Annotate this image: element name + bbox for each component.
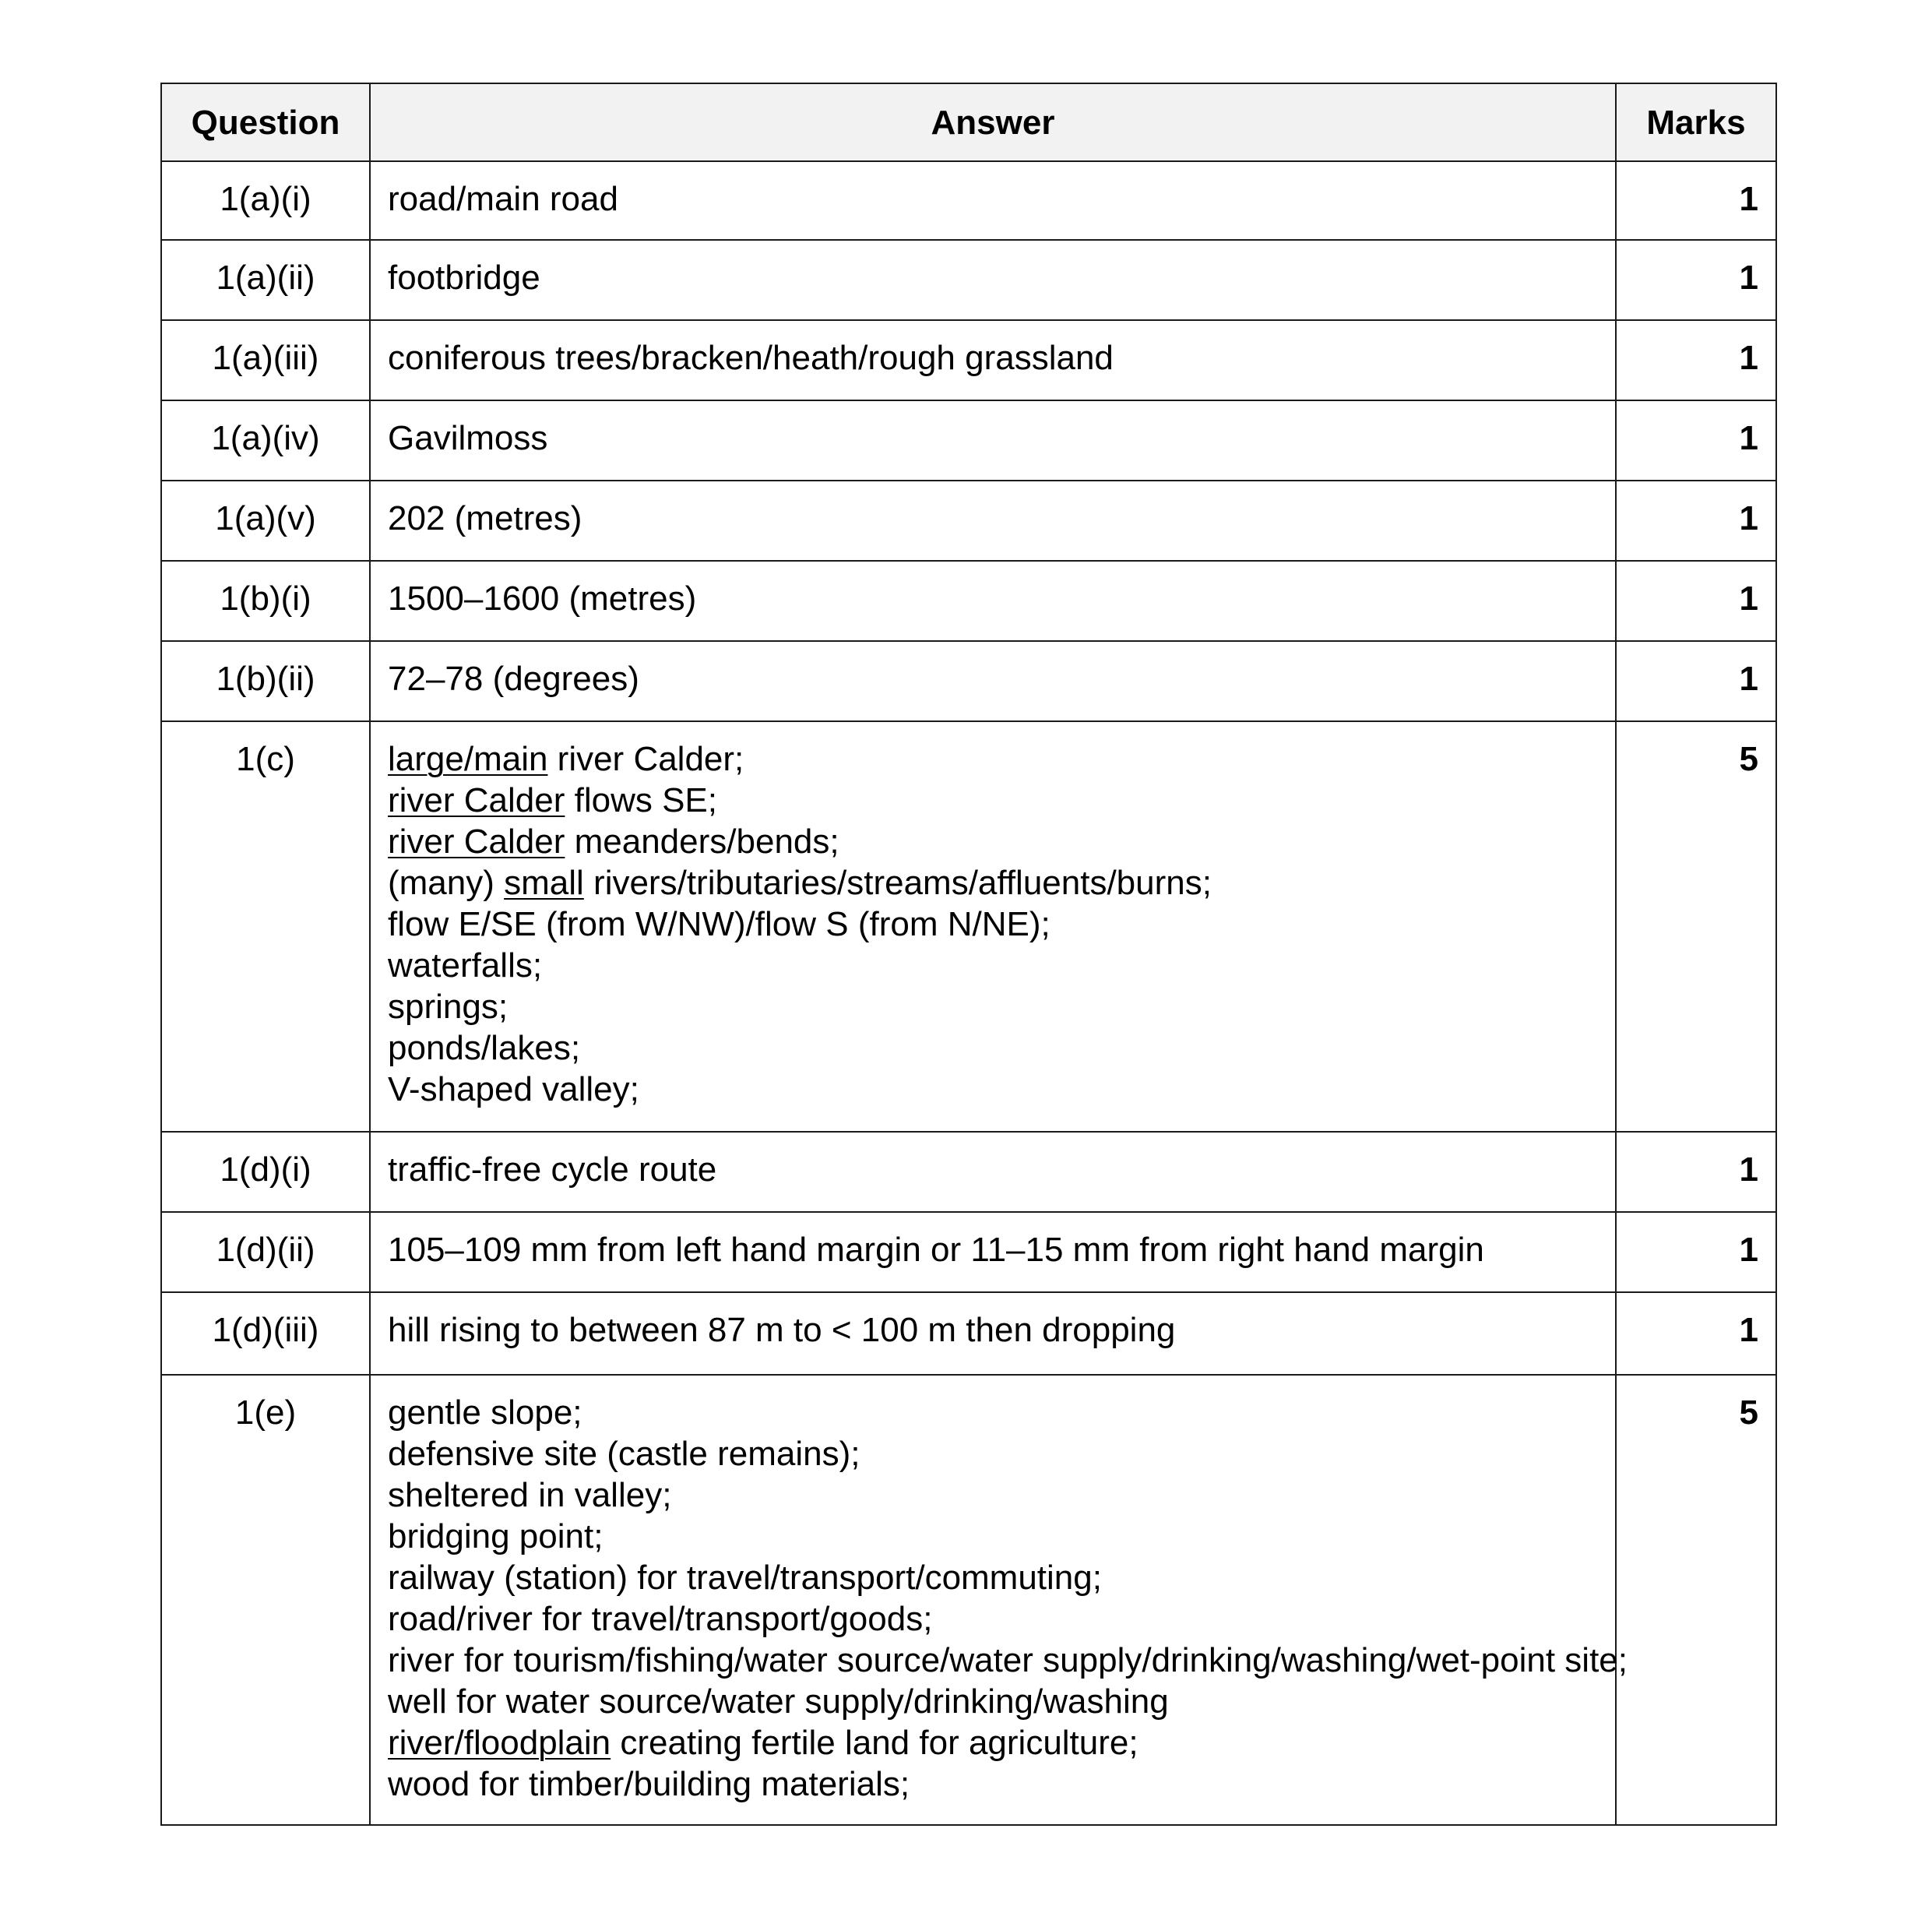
answer-cell (370, 1132, 1616, 1212)
answer-line (388, 945, 1599, 986)
answer-cell (370, 1212, 1616, 1292)
answer-cell (370, 721, 1616, 1132)
answer-cell (370, 240, 1616, 320)
answer-text: meanders/bends; (565, 823, 839, 861)
answer-line (388, 862, 1599, 904)
table-row (161, 161, 1776, 240)
answer-text: waterfalls; (388, 946, 543, 985)
table-body (161, 161, 1776, 1825)
answer-line (388, 1516, 1599, 1557)
answer-text: V-shaped valley; (388, 1070, 639, 1108)
table-row (161, 400, 1776, 481)
answer-text: road/main road (388, 180, 618, 218)
question-cell: 1(b)(i) (161, 561, 370, 641)
underlined-text: small (504, 864, 584, 902)
answer-text: flows SE; (565, 781, 718, 819)
marks-cell: 5 (1616, 721, 1776, 1132)
question-cell: 1(c) (161, 721, 370, 1132)
answer-line (388, 658, 1599, 699)
table-row (161, 1375, 1776, 1825)
question-cell: 1(d)(i) (161, 1132, 370, 1212)
answer-text: ponds/lakes; (388, 1029, 581, 1067)
marks-cell: 1 (1616, 481, 1776, 561)
answer-text: traffic-free cycle route (388, 1150, 717, 1189)
answer-text: 202 (metres) (388, 499, 582, 537)
question-cell: 1(d)(ii) (161, 1212, 370, 1292)
answer-line (388, 337, 1599, 379)
answer-text: wood for timber/building materials; (388, 1765, 910, 1803)
answer-line (388, 1149, 1599, 1190)
answer-line (388, 1722, 1599, 1763)
question-cell: 1(e) (161, 1375, 370, 1825)
answer-text: springs; (388, 988, 509, 1026)
answer-line (388, 738, 1599, 780)
answer-text: defensive site (castle remains); (388, 1435, 860, 1473)
answer-text: footbridge (388, 259, 540, 297)
answer-text: 1500–1600 (metres) (388, 580, 697, 618)
table-row (161, 721, 1776, 1132)
table-row (161, 481, 1776, 561)
answer-line (388, 1474, 1599, 1516)
question-cell: 1(a)(v) (161, 481, 370, 561)
marks-cell: 1 (1616, 161, 1776, 240)
marks-cell: 1 (1616, 240, 1776, 320)
underlined-text: river Calder (388, 781, 565, 819)
table-row (161, 641, 1776, 721)
answer-line (388, 1598, 1599, 1640)
table-row (161, 1132, 1776, 1212)
answer-line (388, 821, 1599, 862)
answer-line (388, 1309, 1599, 1351)
question-cell: 1(a)(ii) (161, 240, 370, 320)
table-header (161, 83, 1776, 161)
answer-text: bridging point; (388, 1517, 604, 1555)
answer-line (388, 257, 1599, 298)
answer-text: rivers/tributaries/streams/affluents/burns; (583, 864, 1212, 902)
answer-text: Gavilmoss (388, 419, 548, 457)
answer-cell (370, 161, 1616, 240)
answer-text: (many) (388, 864, 505, 902)
underlined-text: large/main (388, 740, 548, 778)
answer-line (388, 1681, 1599, 1722)
question-cell: 1(d)(iii) (161, 1292, 370, 1375)
answer-text: hill rising to between 87 m to < 100 m then dropping (388, 1311, 1176, 1349)
answer-cell (370, 1292, 1616, 1375)
answer-text: flow E/SE (from W/NW)/flow S (from N/NE); (388, 905, 1050, 943)
marks-cell: 1 (1616, 1292, 1776, 1375)
answer-cell (370, 481, 1616, 561)
answer-line (388, 1557, 1599, 1598)
answer-text: 105–109 mm from left hand margin or 11–15 mm from right hand margin (388, 1231, 1484, 1269)
mark-scheme-table (160, 83, 1777, 1826)
answer-line (388, 1763, 1599, 1805)
header-marks: Marks (1616, 83, 1776, 161)
marks-cell: 1 (1616, 561, 1776, 641)
marks-cell: 1 (1616, 400, 1776, 481)
answer-line (388, 1433, 1599, 1474)
marks-cell: 1 (1616, 1132, 1776, 1212)
answer-cell (370, 641, 1616, 721)
marks-cell: 1 (1616, 1212, 1776, 1292)
answer-line (388, 1640, 1628, 1681)
answer-line (388, 498, 1599, 539)
answer-line (388, 578, 1599, 619)
underlined-text: river Calder (388, 823, 565, 861)
answer-text: well for water source/water supply/drinking/washing (388, 1682, 1169, 1721)
answer-cell (370, 320, 1616, 400)
answer-text: creating fertile land for agriculture; (611, 1724, 1138, 1762)
question-cell: 1(a)(iv) (161, 400, 370, 481)
header-row (161, 83, 1776, 161)
table-row (161, 320, 1776, 400)
answer-cell (370, 1375, 1628, 1825)
marks-cell: 5 (1616, 1375, 1776, 1825)
answer-line (388, 780, 1599, 821)
table-row (161, 1212, 1776, 1292)
answer-text: river Calder; (547, 740, 744, 778)
marks-cell: 1 (1616, 641, 1776, 721)
table-row (161, 561, 1776, 641)
table-row (161, 1292, 1776, 1375)
answer-line (388, 178, 1599, 220)
answer-cell (370, 561, 1616, 641)
answer-line (388, 1069, 1599, 1110)
table-row (161, 240, 1776, 320)
marks-cell: 1 (1616, 320, 1776, 400)
answer-text: gentle slope; (388, 1393, 582, 1432)
answer-line (388, 417, 1599, 459)
answer-line (388, 1392, 1599, 1433)
question-cell: 1(b)(ii) (161, 641, 370, 721)
answer-line (388, 1229, 1599, 1270)
question-cell: 1(a)(iii) (161, 320, 370, 400)
question-cell: 1(a)(i) (161, 161, 370, 240)
answer-cell (370, 400, 1616, 481)
answer-text: river for tourism/fishing/water source/water supply/drinking/washing/wet-point site; (388, 1641, 1628, 1679)
answer-text: road/river for travel/transport/goods; (388, 1600, 933, 1638)
underlined-text: river/floodplain (388, 1724, 611, 1762)
header-question: Question (161, 83, 370, 161)
answer-line (388, 1027, 1599, 1069)
answer-line (388, 986, 1599, 1027)
answer-text: railway (station) for travel/transport/commuting; (388, 1559, 1102, 1597)
answer-text: coniferous trees/bracken/heath/rough grassland (388, 339, 1114, 377)
answer-line (388, 904, 1599, 945)
answer-text: sheltered in valley; (388, 1476, 672, 1514)
answer-text: 72–78 (degrees) (388, 660, 639, 698)
header-answer: Answer (370, 83, 1616, 161)
